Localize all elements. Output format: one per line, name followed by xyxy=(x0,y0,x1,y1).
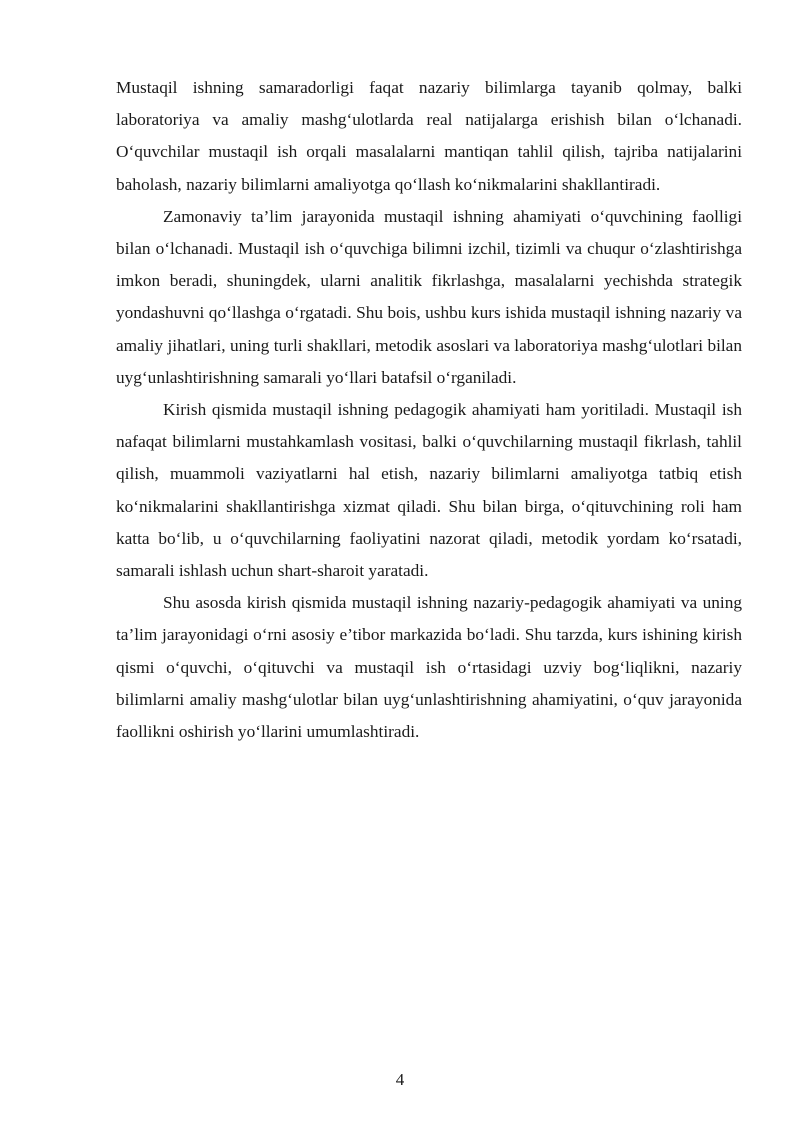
body-text xyxy=(116,72,742,748)
paragraph-2: Zamonaviy ta’lim jarayonida mustaqil ishning ahamiyati o‘quvchining faolligi bilan o‘lchanadi. Mustaqil ish o‘quvchiga bilimni izchil, tizimli va chuqur o‘zlashtirishga imkon beradi, shuningdek, ularni analitik fikrlashga, masalalarni yechishda strategik yondashuvni qo‘llashga o‘rgatadi. Shu bois, ushbu kurs ishida mustaqil ishning nazariy va amaliy jihatlari, uning turli shakllari, metodik asoslari va laboratoriya mashg‘ulotlari bilan uyg‘unlashtirishning samarali yo‘llari batafsil o‘rganiladi. xyxy=(116,206,742,387)
paragraph-3: Kirish qismida mustaqil ishning pedagogik ahamiyati ham yoritiladi. Mustaqil ish nafaqat bilimlarni mustahkamlash vositasi, balki o‘quvchilarning mustaqil fikrlash, tahlil qilish, muammoli vaziyatlarni hal etish, nazariy bilimlarni amaliyotga tatbiq etish ko‘nikmalarini shakllantirishga xizmat qiladi. Shu bilan birga, o‘qituvchining roli ham katta bo‘lib, u o‘quvchilarning faoliyatini nazorat qiladi, metodik yordam ko‘rsatadi, samarali ishlash uchun shart-sharoit yaratadi. xyxy=(116,400,742,581)
paragraph-1: Mustaqil ishning samaradorligi faqat nazariy bilimlarga tayanib qolmay, balki laboratoriya va amaliy mashg‘ulotlarda real natijalarga erishish bilan o‘lchanadi. O‘quvchilar mustaqil ish orqali masalalarni mantiqan tahlil qilish, tajriba natijalarini baholash, nazariy bilimlarni amaliyotga qo‘llash ko‘nikmalarini shakllantiradi. xyxy=(116,78,742,194)
page-number: 4 xyxy=(395,1070,405,1089)
paragraph-4: Shu asosda kirish qismida mustaqil ishning nazariy-pedagogik ahamiyati va uning ta’lim jarayonidagi o‘rni asosiy e’tibor markazida bo‘ladi. Shu tarzda, kurs ishining kirish qismi o‘quvchi, o‘qituvchi va mustaqil ish o‘rtasidagi uzviy bog‘liqlikni, nazariy bilimlarni amaliy mashg‘ulotlar bilan uyg‘unlashtirishning ahamiyatini, o‘quv jarayonida faollikni oshirish yo‘llarini umumlashtiradi. xyxy=(116,593,742,742)
